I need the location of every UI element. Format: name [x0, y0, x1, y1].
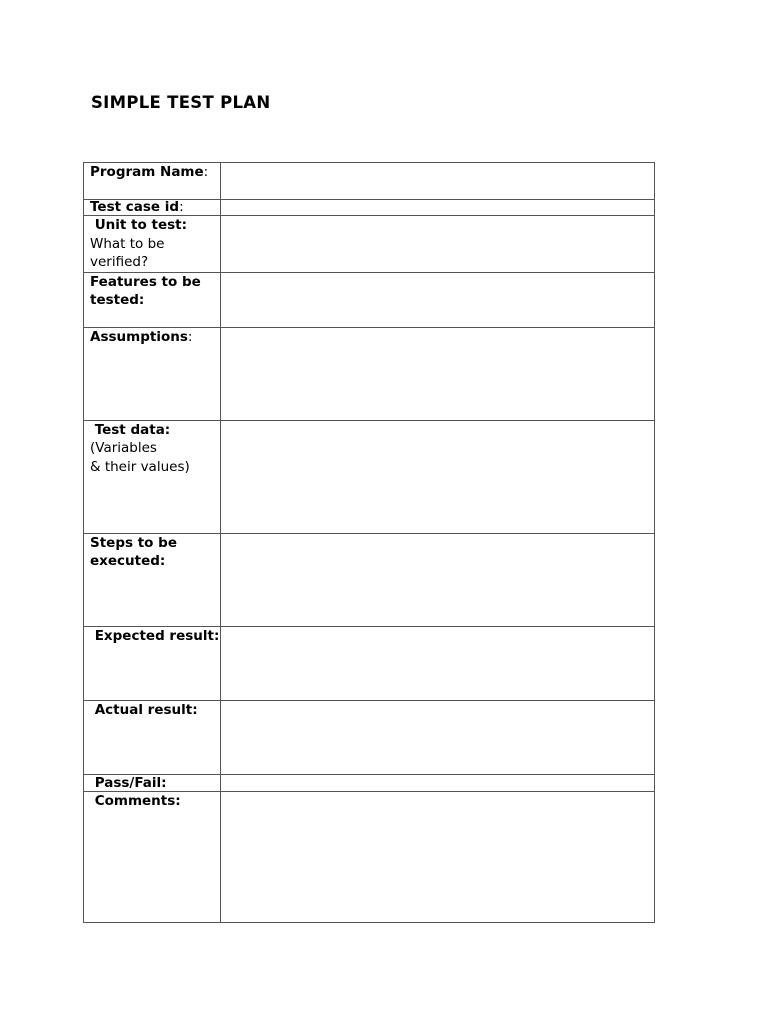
- label-text: Program Name: [90, 164, 204, 180]
- row-assumptions: [84, 327, 655, 420]
- row-expected-result: [84, 626, 655, 700]
- label-text: Test case id: [90, 199, 180, 215]
- label-text: Pass/Fail:: [90, 774, 167, 791]
- value-steps-to-be-executed[interactable]: [221, 533, 655, 626]
- test-plan-table: [83, 162, 655, 923]
- label-program-name: [84, 163, 221, 200]
- value-pass-fail[interactable]: [221, 774, 655, 791]
- value-expected-result[interactable]: [221, 626, 655, 700]
- label-text: Features to be tested:: [90, 273, 206, 308]
- row-pass-fail: [84, 774, 655, 791]
- label-text: Comments:: [90, 792, 181, 809]
- label-text: Unit to test:: [90, 217, 187, 233]
- label-text: Test data:: [90, 421, 171, 438]
- value-assumptions[interactable]: [221, 327, 655, 420]
- value-program-name[interactable]: [221, 163, 655, 200]
- row-steps-to-be-executed: [84, 533, 655, 626]
- value-comments[interactable]: [221, 791, 655, 922]
- label-test-data: [84, 420, 221, 533]
- value-unit-to-test[interactable]: [221, 216, 655, 273]
- page-title: SIMPLE TEST PLAN: [91, 93, 271, 112]
- label-actual-result: [84, 700, 221, 774]
- label-suffix: :: [187, 328, 193, 345]
- row-program-name: [84, 163, 655, 200]
- label-text: Assumptions: [90, 328, 188, 345]
- label-steps-to-be-executed: [84, 533, 221, 626]
- label-test-case-id: [84, 200, 221, 216]
- value-test-case-id[interactable]: [221, 200, 655, 216]
- label-text: Steps to be executed:: [90, 534, 182, 569]
- row-features-to-be-tested: [84, 272, 655, 327]
- label-text: Expected result:: [90, 627, 220, 644]
- row-unit-to-test: [84, 216, 655, 273]
- value-features-to-be-tested[interactable]: [221, 272, 655, 327]
- label-expected-result: [84, 626, 221, 700]
- row-test-case-id: [84, 200, 655, 216]
- row-test-data: [84, 420, 655, 533]
- label-note: (Variables & their values): [90, 440, 190, 475]
- label-text: Actual result:: [90, 701, 198, 718]
- value-actual-result[interactable]: [221, 700, 655, 774]
- row-comments: [84, 791, 655, 922]
- label-pass-fail: [84, 774, 221, 791]
- value-test-data[interactable]: [221, 420, 655, 533]
- label-features-to-be-tested: [84, 272, 221, 327]
- row-actual-result: [84, 700, 655, 774]
- label-suffix: :: [203, 164, 209, 180]
- label-unit-to-test: [84, 216, 221, 273]
- label-note: What to be verified?: [90, 235, 169, 270]
- label-comments: [84, 791, 221, 922]
- label-assumptions: [84, 327, 221, 420]
- label-suffix: :: [179, 199, 184, 215]
